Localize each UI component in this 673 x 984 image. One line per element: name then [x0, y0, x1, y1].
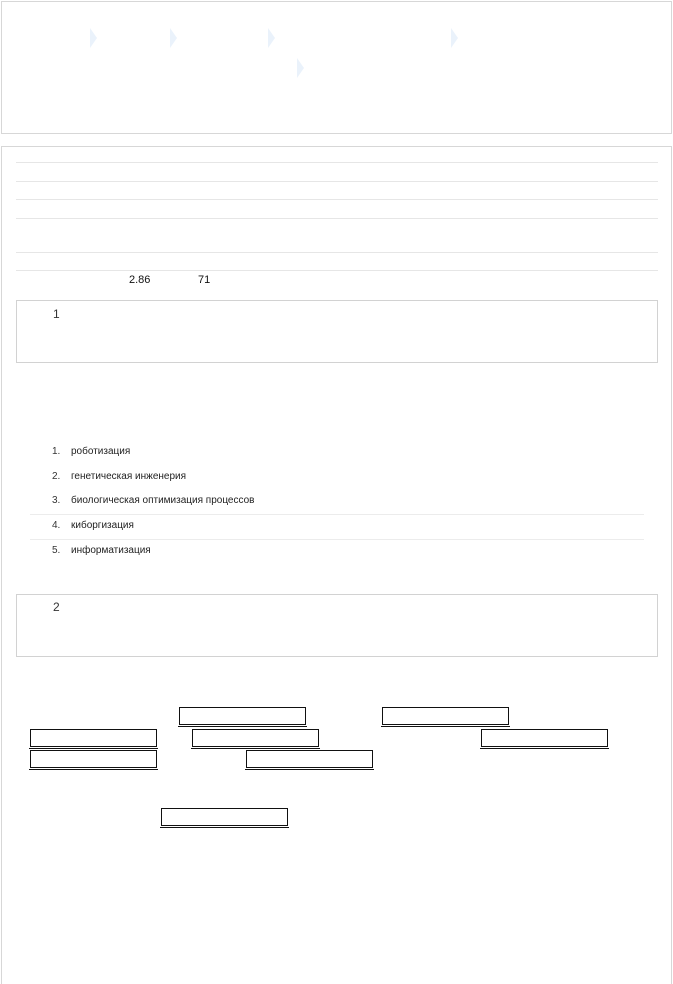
blank-input[interactable] — [481, 729, 608, 747]
option-text: роботизация — [71, 446, 131, 457]
answer-option[interactable] — [30, 490, 644, 514]
breadcrumb — [1, 1, 672, 134]
answer-option[interactable] — [30, 466, 644, 490]
answer-option[interactable] — [30, 539, 644, 564]
chevron-right-icon — [268, 28, 275, 48]
question-1-header — [16, 300, 658, 363]
chevron-right-icon — [297, 58, 304, 78]
option-text: биологическая оптимизация процессов — [71, 495, 255, 506]
blank-input[interactable] — [246, 750, 373, 768]
info-row-divider — [16, 199, 658, 200]
option-text: генетическая инженерия — [71, 471, 187, 482]
info-row-divider — [16, 181, 658, 182]
blank-input[interactable] — [382, 707, 509, 725]
info-row-divider — [16, 162, 658, 163]
blank-input[interactable] — [192, 729, 319, 747]
chevron-right-icon — [451, 28, 458, 48]
question-number: 2 — [53, 600, 60, 614]
option-number: 4. — [52, 520, 61, 531]
option-text: киборгизация — [71, 520, 134, 531]
option-number: 5. — [52, 545, 61, 556]
option-number: 3. — [52, 495, 61, 506]
test-panel — [1, 146, 672, 984]
stat-value-1: 2.86 — [129, 274, 151, 286]
blank-input[interactable] — [179, 707, 306, 725]
blank-input[interactable] — [161, 808, 288, 826]
option-number: 2. — [52, 471, 61, 482]
chevron-right-icon — [90, 28, 97, 48]
blank-input[interactable] — [30, 750, 157, 768]
info-row-divider — [16, 218, 658, 219]
blank-input[interactable] — [30, 729, 157, 747]
question-2-header — [16, 594, 658, 657]
option-text: информатизация — [71, 545, 151, 556]
question-number: 1 — [53, 307, 60, 321]
answer-option[interactable] — [30, 441, 644, 465]
info-row-divider — [16, 270, 658, 271]
answer-option[interactable] — [30, 514, 644, 539]
stat-value-2: 71 — [198, 274, 211, 286]
chevron-right-icon — [170, 28, 177, 48]
info-row-divider — [16, 252, 658, 253]
option-number: 1. — [52, 446, 61, 457]
